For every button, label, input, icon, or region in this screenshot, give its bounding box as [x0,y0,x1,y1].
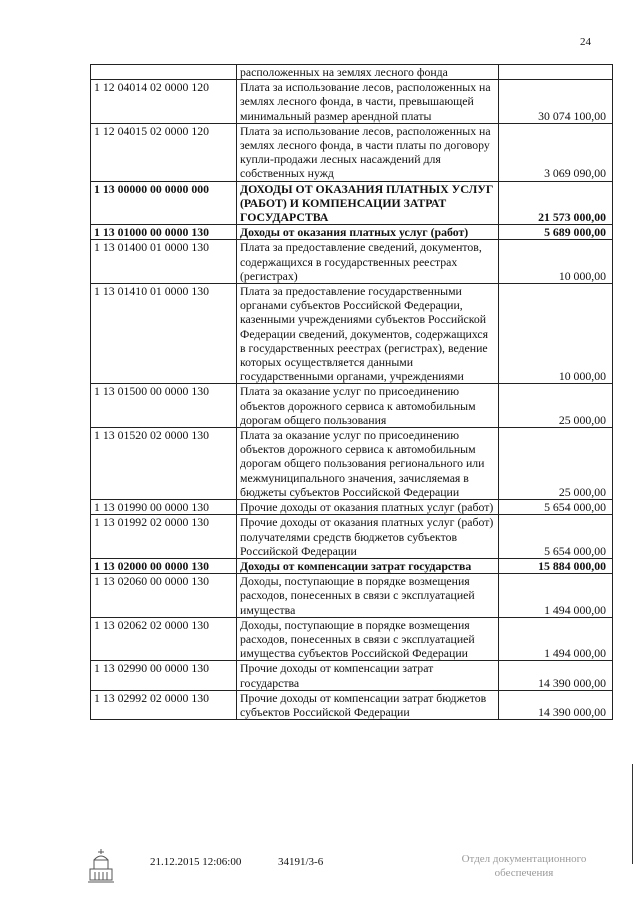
table-row [91,181,613,225]
code-cell: 1 13 02000 00 0000 130 [91,558,237,573]
name-cell: ДОХОДЫ ОТ ОКАЗАНИЯ ПЛАТНЫХ УСЛУГ (РАБОТ) И КОМПЕНСАЦИИ ЗАТРАТ ГОСУДАРСТВА [237,181,499,225]
code-cell: 1 13 01992 02 0000 130 [91,515,237,559]
table-row [91,428,613,500]
amount-cell: 21 573 000,00 [499,181,613,225]
code-cell: 1 12 04014 02 0000 120 [91,80,237,124]
amount-cell: 5 689 000,00 [499,225,613,240]
code-cell [91,65,237,80]
table-row [91,80,613,124]
amount-cell: 15 884 000,00 [499,558,613,573]
code-cell: 1 13 02990 00 0000 130 [91,661,237,690]
footer-department-line: обеспечения [494,867,554,879]
code-cell: 1 13 01990 00 0000 130 [91,500,237,515]
amount-cell: 25 000,00 [499,428,613,500]
name-cell: Плата за предоставление государственными органами субъектов Российской Федерации, казенными учреждениями субъектов Российской Федерации сведений, документов, содержащихся в государственных реестрах (регистрах), ведение которых осуществляется данными государственными органами, учреждениями [237,284,499,384]
table-row [91,558,613,573]
table-row [91,384,613,428]
name-cell: Плата за использование лесов, расположенных на землях лесного фонда, в части, превышающей минимальный размер арендной платы [237,80,499,124]
code-cell: 1 13 00000 00 0000 000 [91,181,237,225]
name-cell: расположенных на землях лесного фонда [237,65,499,80]
amount-cell [499,65,613,80]
name-cell: Прочие доходы от компенсации затрат государства [237,661,499,690]
amount-cell: 5 654 000,00 [499,515,613,559]
table-row [91,65,613,80]
code-cell: 1 13 02992 02 0000 130 [91,690,237,719]
footer-datetime: 21.12.2015 12:06:00 [150,856,242,868]
name-cell: Доходы, поступающие в порядке возмещения расходов, понесенных в связи с эксплуатацией имущества субъектов Российской Федерации [237,617,499,661]
name-cell: Доходы от компенсации затрат государства [237,558,499,573]
amount-cell: 10 000,00 [499,240,613,284]
name-cell: Прочие доходы от оказания платных услуг (работ) [237,500,499,515]
page-number: 24 [580,36,591,48]
table-row [91,284,613,384]
name-cell: Плата за оказание услуг по присоединению объектов дорожного сервиса к автомобильным дорогам общего пользования регионального или межмуниципального значения, зачисляемая в бюджеты субъектов Российской Федерации [237,428,499,500]
table-row [91,500,613,515]
table-row [91,123,613,181]
table-row [91,617,613,661]
code-cell: 1 13 02060 00 0000 130 [91,574,237,618]
footer-department-line: Отдел документационного [461,853,587,865]
name-cell: Прочие доходы от оказания платных услуг (работ) получателями средств бюджетов субъектов Российской Федерации [237,515,499,559]
code-cell: 1 13 01000 00 0000 130 [91,225,237,240]
code-cell: 1 13 01410 01 0000 130 [91,284,237,384]
emblem-stamp-icon [86,846,116,886]
amount-cell: 5 654 000,00 [499,500,613,515]
amount-cell: 30 074 100,00 [499,80,613,124]
footer-department-stamp [444,852,604,880]
footer-document-number: 34191/3-6 [278,856,324,868]
table-row [91,240,613,284]
name-cell: Доходы от оказания платных услуг (работ) [237,225,499,240]
name-cell: Плата за оказание услуг по присоединению объектов дорожного сервиса к автомобильным дорогам общего пользования [237,384,499,428]
amount-cell: 25 000,00 [499,384,613,428]
name-cell: Доходы, поступающие в порядке возмещения расходов, понесенных в связи с эксплуатацией имущества [237,574,499,618]
code-cell: 1 13 02062 02 0000 130 [91,617,237,661]
code-cell: 1 13 01400 01 0000 130 [91,240,237,284]
page-edge-line [632,764,633,864]
table-row [91,225,613,240]
name-cell: Плата за предоставление сведений, документов, содержащихся в государственных реестрах (регистрах) [237,240,499,284]
code-cell: 1 12 04015 02 0000 120 [91,123,237,181]
table-row [91,661,613,690]
table-row [91,574,613,618]
name-cell: Прочие доходы от компенсации затрат бюджетов субъектов Российской Федерации [237,690,499,719]
code-cell: 1 13 01500 00 0000 130 [91,384,237,428]
amount-cell: 3 069 090,00 [499,123,613,181]
table-row [91,690,613,719]
amount-cell: 14 390 000,00 [499,690,613,719]
amount-cell: 1 494 000,00 [499,574,613,618]
amount-cell: 10 000,00 [499,284,613,384]
code-cell: 1 13 01520 02 0000 130 [91,428,237,500]
amount-cell: 1 494 000,00 [499,617,613,661]
budget-revenue-table [90,64,613,720]
amount-cell: 14 390 000,00 [499,661,613,690]
table-row [91,515,613,559]
name-cell: Плата за использование лесов, расположенных на землях лесного фонда, в части платы по договору купли-продажи лесных насаждений для собственных нужд [237,123,499,181]
